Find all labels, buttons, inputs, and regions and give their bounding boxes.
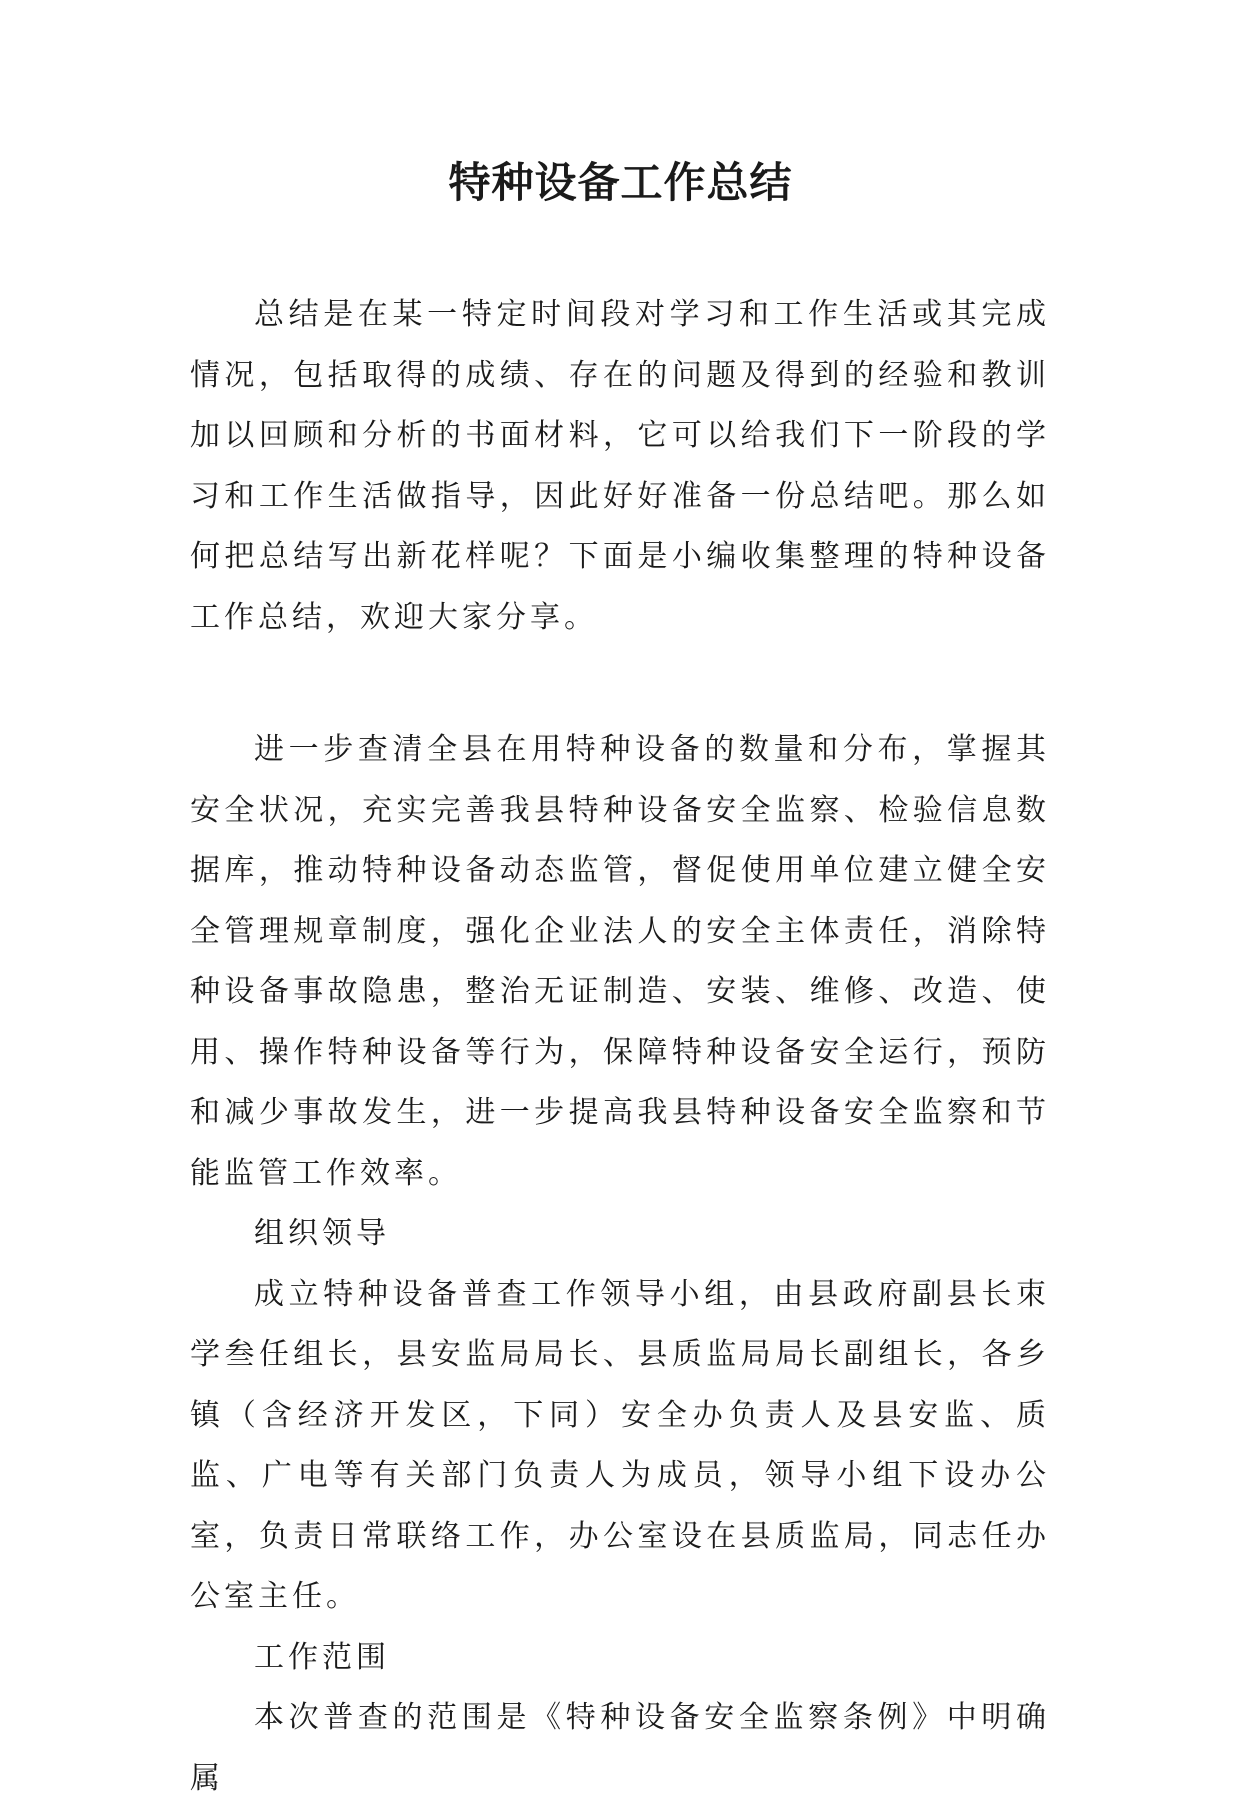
body-paragraph-3: 本次普查的范围是《特种设备安全监察条例》中明确属 [190,1700,1050,1796]
body-paragraph-2: 成立特种设备普查工作领导小组，由县政府副县长朿学叁任组长，县安监局局长、县质监局局长副组长，各乡镇（含经济开发区，下同）安全办负责人及县安监、质监、广电等有关部门负责人为成员，领导小组下设办公室，负责日常联络工作，办公室设在县质监局，同志任办公室主任。 [190,1276,1050,1614]
section-heading-scope: 工作范围 [254,1639,390,1675]
document-title: 特种设备工作总结 [448,158,793,207]
body-paragraph-1: 进一步查清全县在用特种设备的数量和分布，掌握其安全状况，充实完善我县特种设备安全监察、检验信息数据库，推动特种设备动态监管，督促使用单位建立健全安全管理规章制度，强化企业法人的安全主体责任，消除特种设备事故隐患，整治无证制造、安装、维修、改造、使用、操作特种设备等行为，保障特种设备安全运行，预防和减少事故发生，进一步提高我县特种设备安全监察和节能监管工作效率。 [190,732,1050,1191]
paragraph-spacer [190,648,1050,720]
intro-paragraph: 总结是在某一特定时间段对学习和工作生活或其完成情况，包括取得的成绩、存在的问题及得到的经验和教训加以回顾和分析的书面材料，它可以给我们下一阶段的学习和工作生活做指导，因此好好准备一份总结吧。那么如何把总结写出新花样呢？下面是小编收集整理的特种设备工作总结，欢迎大家分享。 [190,297,1050,635]
section-heading-organization: 组织领导 [254,1216,390,1251]
document-body [190,285,1050,1809]
